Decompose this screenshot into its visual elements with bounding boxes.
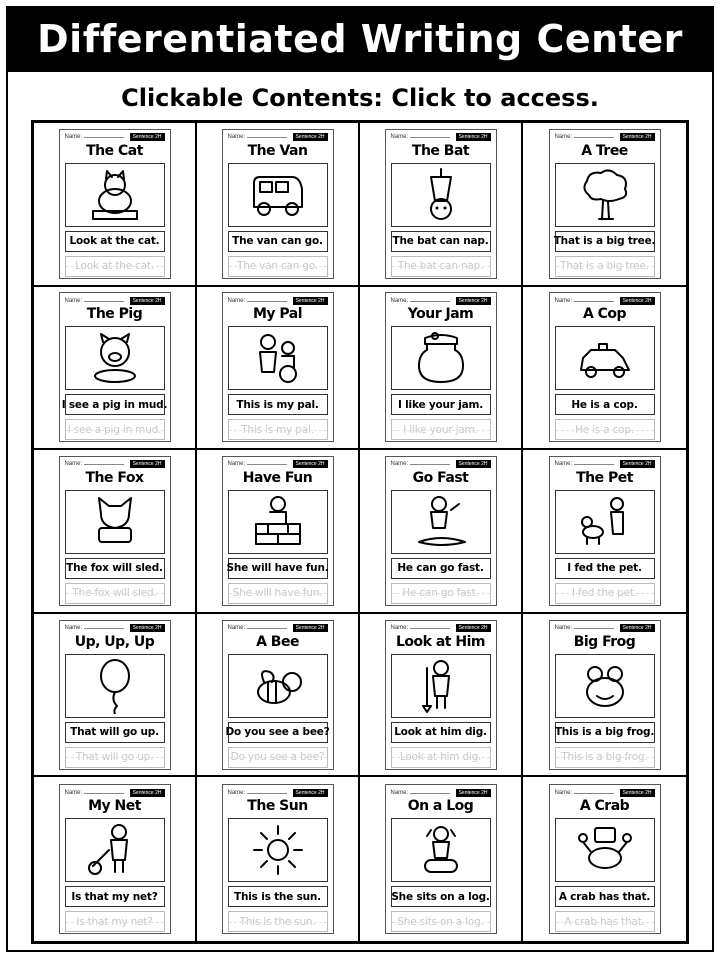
picture-box [391,818,491,882]
content-link-cell[interactable] [34,287,197,451]
name-label: Name: [65,298,125,304]
content-link-cell[interactable] [360,614,523,778]
bat-icon [411,167,471,223]
boy-shovel-icon [411,658,471,714]
sentence-text: I see a pig in mud. [65,394,165,415]
girl-log-icon [411,822,471,878]
content-link-cell[interactable] [34,123,197,287]
content-link-cell[interactable] [523,614,686,778]
sentence-tag: Sentence 2H [130,133,165,141]
sentence-text: Look at the cat. [65,231,165,252]
picture-box [555,326,655,390]
content-link-cell[interactable] [197,287,360,451]
sentence-text: That will go up. [65,722,165,743]
trace-sentence: I see a pig in mud. [65,419,165,440]
picture-box [65,163,165,227]
worksheet-thumbnail[interactable] [59,129,171,279]
trace-sentence: This is a big frog. [555,747,655,768]
worksheet-thumbnail[interactable] [549,129,661,279]
sentence-text: She sits on a log. [391,886,491,907]
worksheet-thumbnail[interactable] [549,620,661,770]
content-link-cell[interactable] [523,123,686,287]
trace-sentence: The fox will sled. [65,583,165,604]
name-label: Name: [391,134,451,140]
worksheet-title: The Pig [86,306,143,323]
trace-sentence: The van can go. [228,256,328,277]
worksheet-thumbnail[interactable] [222,456,334,606]
worksheet-title: The Cat [86,142,143,159]
worksheet-thumbnail[interactable] [222,784,334,934]
jam-jar-icon [411,330,471,386]
worksheet-title: The Van [247,142,308,159]
worksheet-thumbnail[interactable] [549,292,661,442]
sentence-tag: Sentence 2H [293,789,328,797]
sentence-text: This is a big frog. [555,722,655,743]
worksheet-thumbnail[interactable] [59,456,171,606]
sentence-tag: Sentence 2H [456,133,491,141]
worksheet-title: Look at Him [396,633,485,650]
picture-box [391,163,491,227]
sentence-tag: Sentence 2H [456,624,491,632]
sentence-tag: Sentence 2H [620,460,655,468]
worksheet-title: The Pet [576,469,633,486]
trace-sentence: That is a big tree. [555,256,655,277]
sentence-text: He can go fast. [391,558,491,579]
name-label: Name: [391,298,451,304]
content-link-cell[interactable] [523,777,686,941]
sentence-tag: Sentence 2H [130,624,165,632]
trace-sentence: The bat can nap. [391,256,491,277]
sentence-text: A crab has that. [555,886,655,907]
snow-fort-icon [248,494,308,550]
fox-icon [85,494,145,550]
worksheet-title: On a Log [407,798,474,815]
trace-sentence: He is a cop. [555,419,655,440]
sentence-tag: Sentence 2H [293,133,328,141]
worksheet-title: My Net [88,798,141,815]
trace-sentence: Look at him dig. [391,747,491,768]
worksheet-title: Up, Up, Up [74,633,155,650]
name-label: Name: [65,625,125,631]
worksheet-thumbnail[interactable] [385,456,497,606]
trace-sentence: Look at the cat. [65,256,165,277]
pig-icon [85,330,145,386]
name-label: Name: [228,790,288,796]
police-car-icon [575,330,635,386]
worksheet-title: Go Fast [412,469,469,486]
sentence-text: She will have fun. [228,558,328,579]
name-label: Name: [228,625,288,631]
worksheet-title: A Tree [581,142,628,159]
content-link-cell[interactable] [523,287,686,451]
picture-box [228,163,328,227]
balloon-icon [85,658,145,714]
sentence-tag: Sentence 2H [456,297,491,305]
trace-sentence: I like your jam. [391,419,491,440]
name-label: Name: [65,790,125,796]
sentence-tag: Sentence 2H [293,624,328,632]
sentence-text: That is a big tree. [555,231,655,252]
contents-grid [31,120,689,944]
sentence-tag: Sentence 2H [293,297,328,305]
sentence-tag: Sentence 2H [456,789,491,797]
content-link-cell[interactable] [197,614,360,778]
picture-box [555,163,655,227]
worksheet-thumbnail[interactable] [385,292,497,442]
sentence-text: Look at him dig. [391,722,491,743]
sentence-text: Do you see a bee? [228,722,328,743]
name-label: Name: [65,134,125,140]
crab-icon [575,822,635,878]
worksheet-thumbnail[interactable] [59,784,171,934]
picture-box [555,818,655,882]
worksheet-thumbnail[interactable] [549,784,661,934]
trace-sentence: A crab has that. [555,911,655,932]
trace-sentence: That will go up. [65,747,165,768]
content-link-cell[interactable] [197,777,360,941]
picture-box [65,326,165,390]
worksheet-title: Have Fun [242,469,313,486]
sentence-tag: Sentence 2H [130,789,165,797]
picture-box [391,654,491,718]
worksheet-title: The Bat [411,142,470,159]
sentence-text: The bat can nap. [391,231,491,252]
sentence-tag: Sentence 2H [130,297,165,305]
content-link-cell[interactable] [34,614,197,778]
sentence-tag: Sentence 2H [456,460,491,468]
snowboarder-icon [411,494,471,550]
trace-sentence: Is that my net? [65,911,165,932]
trace-sentence: This is the sun. [228,911,328,932]
friends-icon [248,330,308,386]
name-label: Name: [555,625,615,631]
worksheet-title: Your Jam [407,306,474,323]
sentence-text: I fed the pet. [555,558,655,579]
name-label: Name: [65,461,125,467]
worksheet-title: A Crab [579,798,630,815]
worksheet-thumbnail[interactable] [222,129,334,279]
sentence-tag: Sentence 2H [130,460,165,468]
frog-icon [575,658,635,714]
content-link-cell[interactable] [34,450,197,614]
name-label: Name: [228,461,288,467]
sentence-text: The van can go. [228,231,328,252]
sentence-text: I like your jam. [391,394,491,415]
picture-box [65,490,165,554]
sentence-text: He is a cop. [555,394,655,415]
worksheet-title: Big Frog [573,633,636,650]
worksheet-thumbnail[interactable] [385,129,497,279]
cat-icon [85,167,145,223]
van-icon [248,167,308,223]
trace-sentence: He can go fast. [391,583,491,604]
sentence-text: This is my pal. [228,394,328,415]
worksheet-title: The Fox [85,469,144,486]
bee-icon [248,658,308,714]
name-label: Name: [391,625,451,631]
name-label: Name: [555,461,615,467]
name-label: Name: [555,134,615,140]
sentence-tag: Sentence 2H [620,789,655,797]
sentence-text: This is the sun. [228,886,328,907]
sentence-tag: Sentence 2H [620,297,655,305]
boy-net-icon [85,822,145,878]
content-link-cell[interactable] [360,123,523,287]
trace-sentence: This is my pal. [228,419,328,440]
name-label: Name: [555,298,615,304]
name-label: Name: [228,298,288,304]
picture-box [391,326,491,390]
sentence-text: The fox will sled. [65,558,165,579]
worksheet-thumbnail[interactable] [549,456,661,606]
trace-sentence: I fed the pet. [555,583,655,604]
worksheet-thumbnail[interactable] [59,620,171,770]
picture-box [555,490,655,554]
worksheet-thumbnail[interactable] [385,784,497,934]
picture-box [228,490,328,554]
content-link-cell[interactable] [197,450,360,614]
trace-sentence: She will have fun. [228,583,328,604]
name-label: Name: [391,461,451,467]
content-link-cell[interactable] [360,777,523,941]
trace-sentence: Do you see a bee? [228,747,328,768]
worksheet-title: A Bee [256,633,299,650]
picture-box [65,818,165,882]
picture-box [555,654,655,718]
worksheet-thumbnail[interactable] [59,292,171,442]
page-subtitle: Clickable Contents: Click to access. [121,84,599,112]
page-title: Differentiated Writing Center [6,6,714,72]
picture-box [228,326,328,390]
sentence-tag: Sentence 2H [293,460,328,468]
worksheet-thumbnail[interactable] [385,620,497,770]
content-link-cell[interactable] [360,450,523,614]
sentence-text: Is that my net? [65,886,165,907]
sun-icon [248,822,308,878]
name-label: Name: [555,790,615,796]
picture-box [65,654,165,718]
content-link-cell[interactable] [523,450,686,614]
content-link-cell[interactable] [197,123,360,287]
picture-box [391,490,491,554]
name-label: Name: [391,790,451,796]
sentence-tag: Sentence 2H [620,624,655,632]
worksheet-thumbnail[interactable] [222,292,334,442]
content-link-cell[interactable] [34,777,197,941]
sentence-tag: Sentence 2H [620,133,655,141]
worksheet-title: My Pal [252,306,303,323]
worksheet-thumbnail[interactable] [222,620,334,770]
name-label: Name: [228,134,288,140]
tree-icon [575,167,635,223]
picture-box [228,818,328,882]
worksheet-title: The Sun [247,798,308,815]
trace-sentence: She sits on a log. [391,911,491,932]
content-link-cell[interactable] [360,287,523,451]
dog-feeding-icon [575,494,635,550]
picture-box [228,654,328,718]
worksheet-title: A Cop [582,306,627,323]
